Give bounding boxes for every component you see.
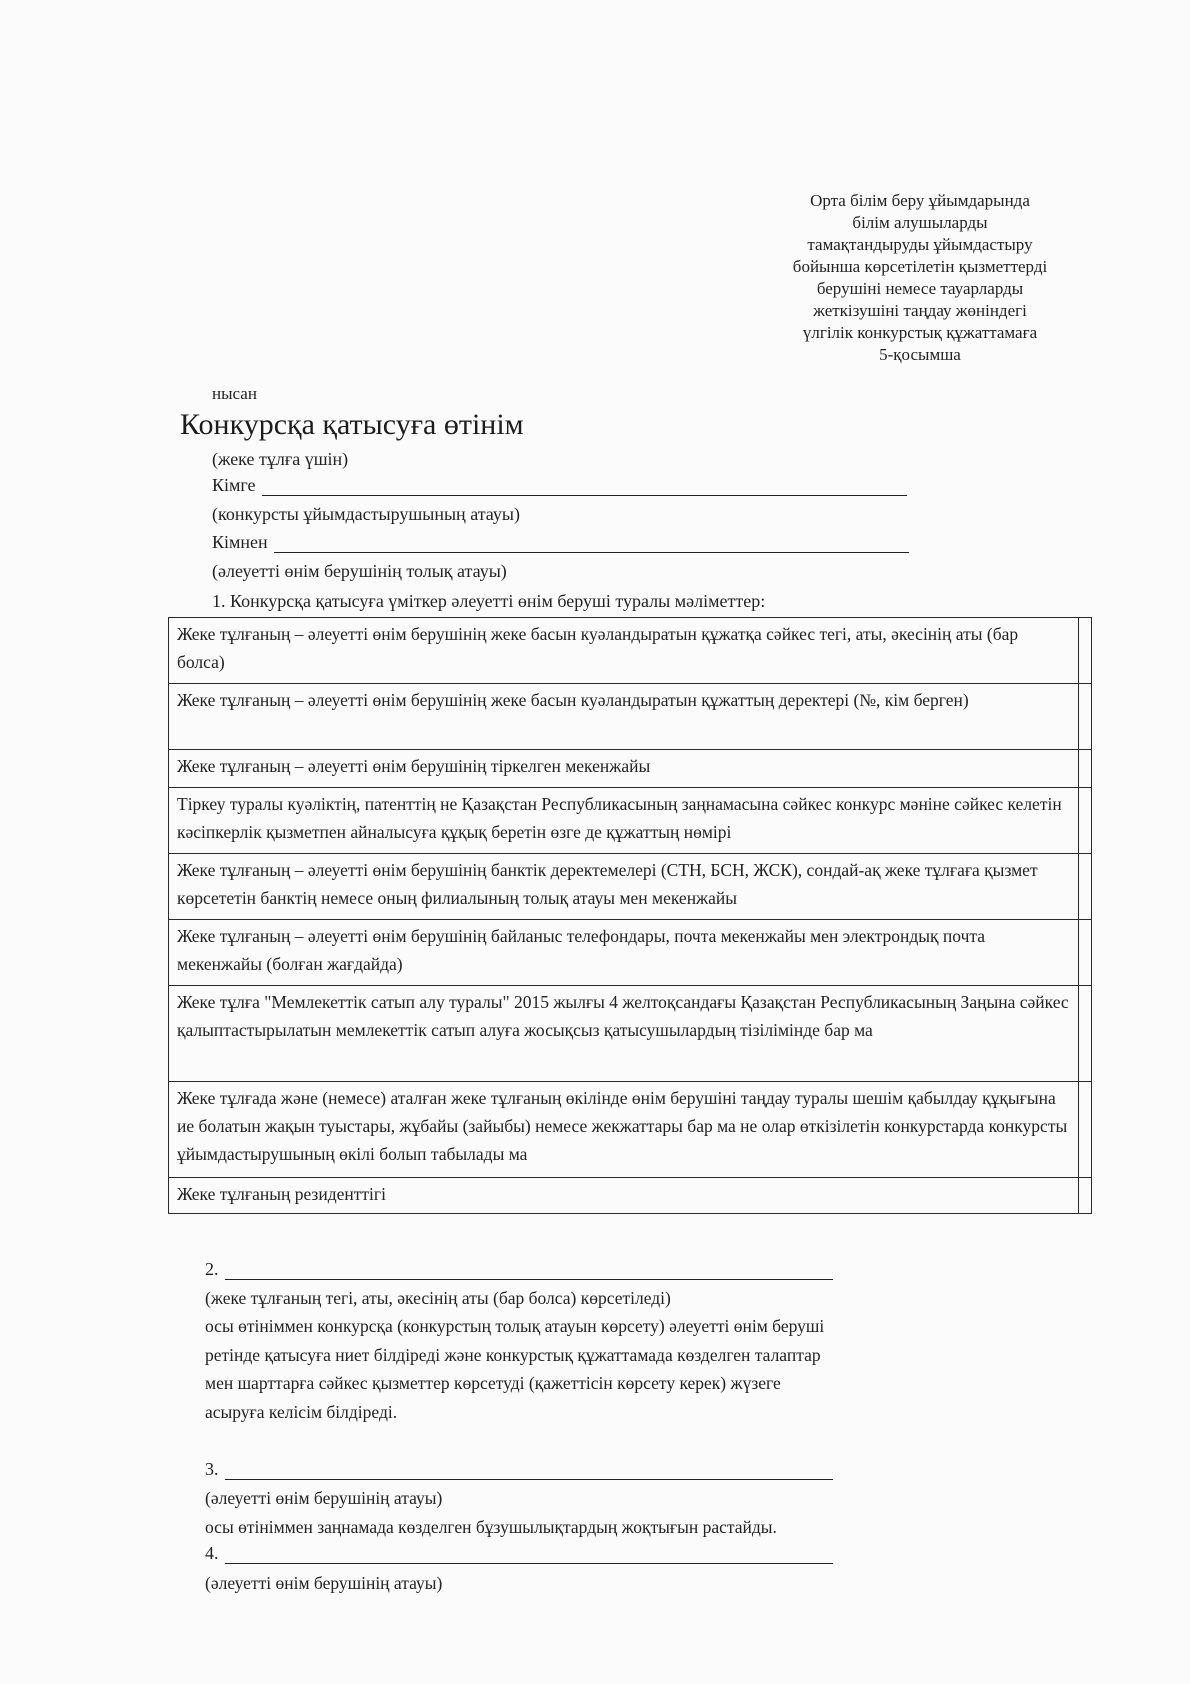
row-value[interactable] xyxy=(1079,788,1092,854)
row-value[interactable] xyxy=(1079,684,1092,750)
form-subtitle: (жеке тұлға үшін) xyxy=(212,449,349,469)
appendix-line: үлгілік конкурстық құжаттамаға xyxy=(802,323,1038,342)
row-label: Жеке тұлғада және (немесе) аталған жеке тұлғаның өкілінде өнім берушіні таңдау туралы шешім қабылдау құқығына ие болатын жақын туыстары, жұбайы (зайыбы) немесе жекжаттары бар ма не олар өткізілетін конкурстарда конкурсты ұйымдастырушының өкілі болып табылады ма xyxy=(169,1082,1079,1178)
section4-field-row xyxy=(205,1542,833,1564)
row-label: Жеке тұлғаның – әлеуетті өнім берушінің жеке басын куәландыратын құжаттың деректері (№, кім берген) xyxy=(169,684,1079,750)
appendix-line: Орта білім беру ұйымдарында xyxy=(810,191,1030,210)
appendix-line: берушіні немесе тауарларды xyxy=(816,279,1024,298)
from-label: Кімнен xyxy=(212,532,268,552)
appendix-header xyxy=(765,190,1075,366)
appendix-line: тамақтандыруды ұйымдастыру xyxy=(807,235,1033,254)
row-label: Жеке тұлғаның – әлеуетті өнім берушінің банктік деректемелері (СТН, БСН, ЖСК), сондай-ақ жеке тұлғаға қызмет көрсететін банктің немесе оның филиалының толық атауы мен мекенжайы xyxy=(169,854,1079,920)
from-hint: (әлеуетті өнім берушінің толық атауы) xyxy=(212,561,507,581)
appendix-line: 5-қосымша xyxy=(879,345,961,364)
section1-heading: 1. Конкурсқа қатысуға үміткер әлеуетті өнім беруші туралы мәліметтер: xyxy=(212,591,766,611)
row-label: Жеке тұлғаның резиденттігі xyxy=(169,1178,1079,1214)
row-value[interactable] xyxy=(1079,1082,1092,1178)
row-value[interactable] xyxy=(1079,920,1092,986)
table-row xyxy=(169,854,1092,920)
form-label: нысан xyxy=(212,384,257,403)
section4-hint: (әлеуетті өнім берушінің атауы) xyxy=(205,1573,443,1593)
section3-field-row xyxy=(205,1458,833,1480)
section3-number: 3. xyxy=(205,1459,219,1479)
table-row xyxy=(169,788,1092,854)
row-value[interactable] xyxy=(1079,986,1092,1082)
to-field[interactable] xyxy=(262,477,907,496)
table-row xyxy=(169,986,1092,1082)
table-row xyxy=(169,1178,1092,1214)
from-field-row xyxy=(212,531,909,553)
row-value[interactable] xyxy=(1079,854,1092,920)
section3-hint: (әлеуетті өнім берушінің атауы) xyxy=(205,1488,443,1508)
section3-field[interactable] xyxy=(225,1461,833,1480)
appendix-line: бойынша көрсетілетін қызметтерді xyxy=(792,257,1048,276)
page-title: Конкурсқа қатысуға өтінім xyxy=(180,408,524,441)
table-row xyxy=(169,750,1092,788)
appendix-line: білім алушыларды xyxy=(852,213,988,232)
section2-text: осы өтініммен конкурсқа (конкурстың толық атауын көрсету) әлеуетті өнім беруші ретінде қатысуға ниет білдіреді және конкурстық құжаттамада көзделген талаптар мен шарттарға сәйкес қызметтер көрсетуді (қажеттісін көрсету керек) жүзеге асыруға келісім білдіреді. xyxy=(205,1316,825,1422)
section3-text: осы өтініммен заңнамада көзделген бұзушылықтардың жоқтығын растайды. xyxy=(205,1517,777,1537)
row-value[interactable] xyxy=(1079,618,1092,684)
row-label: Жеке тұлғаның – әлеуетті өнім берушінің тіркелген мекенжайы xyxy=(169,750,1079,788)
section2-field-row xyxy=(205,1258,833,1280)
table-row xyxy=(169,684,1092,750)
to-label: Кімге xyxy=(212,475,256,495)
row-label: Жеке тұлға "Мемлекеттік сатып алу туралы" 2015 жылғы 4 желтоқсандағы Қазақстан Республикасының Заңына сәйкес қалыптастырылатын мемлекеттік сатып алуға жосықсыз қатысушылардың тізілімінде бар ма xyxy=(169,986,1079,1082)
from-field[interactable] xyxy=(274,534,909,553)
section2-hint: (жеке тұлғаның тегі, аты, әкесінің аты (бар болса) көрсетіледі) xyxy=(205,1288,671,1308)
row-value[interactable] xyxy=(1079,750,1092,788)
table-row xyxy=(169,920,1092,986)
table-row xyxy=(169,1082,1092,1178)
row-value[interactable] xyxy=(1079,1178,1092,1214)
section2-field[interactable] xyxy=(225,1261,833,1280)
appendix-line: жеткізушіні таңдау жөніндегі xyxy=(813,301,1027,320)
row-label: Жеке тұлғаның – әлеуетті өнім берушінің жеке басын куәландыратын құжатқа сәйкес тегі, аты, әкесінің аты (бар болса) xyxy=(169,618,1079,684)
to-field-row xyxy=(212,474,907,496)
row-label: Жеке тұлғаның – әлеуетті өнім берушінің байланыс телефондары, почта мекенжайы мен электрондық почта мекенжайы (болған жағдайда) xyxy=(169,920,1079,986)
supplier-info-table xyxy=(168,617,1092,1214)
section2-number: 2. xyxy=(205,1259,219,1279)
section4-number: 4. xyxy=(205,1543,219,1563)
section4-field[interactable] xyxy=(225,1545,833,1564)
table-row xyxy=(169,618,1092,684)
row-label: Тіркеу туралы куәліктің, патенттің не Қазақстан Республикасының заңнамасына сәйкес конкурс мәніне сәйкес келетін кәсіпкерлік қызметпен айналысуға құқық беретін өзге де құжаттың нөмірі xyxy=(169,788,1079,854)
to-hint: (конкурсты ұйымдастырушының атауы) xyxy=(212,504,520,524)
